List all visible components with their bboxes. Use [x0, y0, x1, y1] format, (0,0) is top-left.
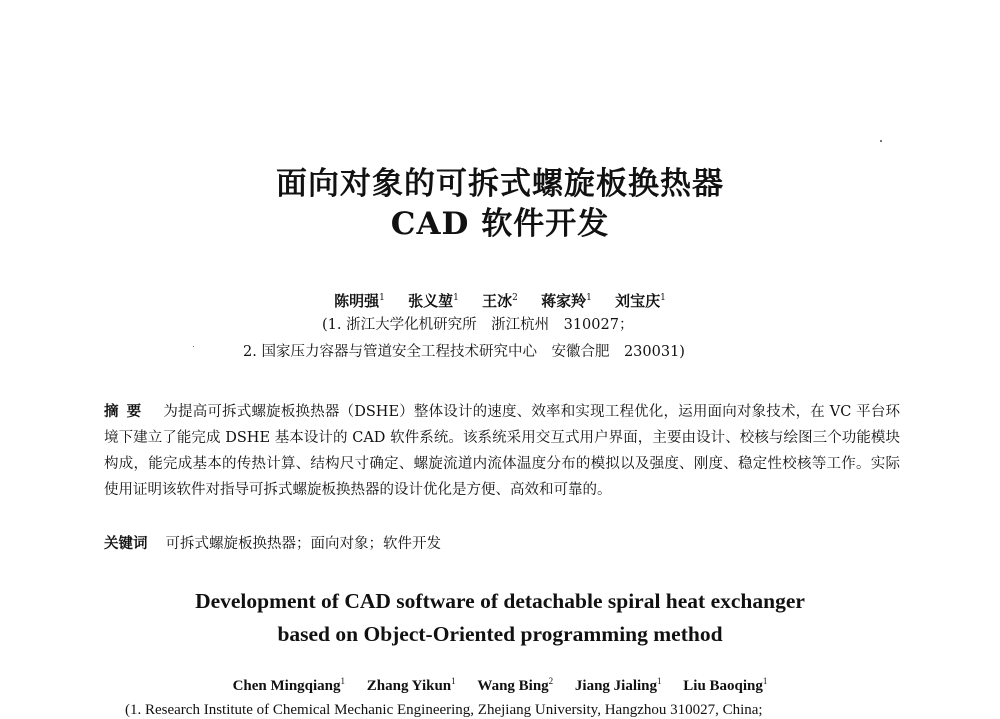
author-en: Wang Bing$^2$	[477, 676, 554, 694]
author-cn: 陈明强$^1$	[334, 292, 385, 310]
abstract-block	[104, 399, 900, 503]
affiliation-cn-2: 2. 国家压力容器与管道安全工程技术研究中心 安徽合肥 230031)	[243, 344, 685, 360]
scan-speck	[193, 346, 194, 347]
paper-title-en-line1: Development of CAD software of detachable spiral heat exchanger	[195, 589, 805, 613]
author-list-en	[0, 676, 1000, 695]
author-en: Jiang Jialing$^1$	[574, 676, 662, 694]
author-cn: 张义堃$^1$	[408, 292, 459, 310]
author-cn: 蒋家羚$^1$	[541, 292, 592, 310]
author-en: Liu Baoqing$^1$	[683, 676, 768, 694]
abstract-text: 为提高可拆式螺旋板换热器（DSHE）整体设计的速度、效率和实现工程优化，运用面向对象技术，在 VC 平台环境下建立了能完成 DSHE 基本设计的 CAD 软件系统。该系统采用交互式用户界面，主要由设计、校核与绘图三个功能模块构成，能完成基本的传热计算、结构尺寸确定、螺旋流道内流体温度分布的模拟以及强度、刚度、稳定性校核等工作。实际使用证明该软件对指导可拆式螺旋板换热器的设计优化是方便、高效和可靠的。	[104, 404, 901, 498]
keywords-text: 可拆式螺旋板换热器；面向对象；软件开发	[165, 536, 441, 552]
author-cn: 王冰$^2$	[482, 292, 518, 310]
paper-title-cn-line1: 面向对象的可拆式螺旋板换热器	[276, 166, 724, 202]
author-cn: 刘宝庆$^1$	[615, 292, 666, 310]
paper-title-en	[0, 585, 1000, 651]
keywords-label: 关键词	[104, 535, 148, 552]
paper-title-en-line2: based on Object-Oriented programming method	[277, 622, 723, 646]
author-en: Zhang Yikun$^1$	[366, 676, 456, 694]
author-en: Chen Mingqiang$^1$	[232, 676, 346, 694]
affiliation-en-1: (1. Research Institute of Chemical Mechanic Engineering, Zhejiang University, Hangzhou 310027, China;	[125, 702, 763, 718]
abstract-label: 摘要	[104, 403, 150, 420]
author-list-cn	[0, 290, 1000, 311]
affiliation-cn-1: (1. 浙江大学化机研究所 浙江杭州 310027；	[322, 317, 634, 333]
keywords-block	[104, 531, 441, 557]
paper-title-cn	[0, 164, 1000, 244]
paper-title-cn-line2: CAD 软件开发	[390, 206, 610, 242]
scan-speck	[880, 140, 882, 142]
